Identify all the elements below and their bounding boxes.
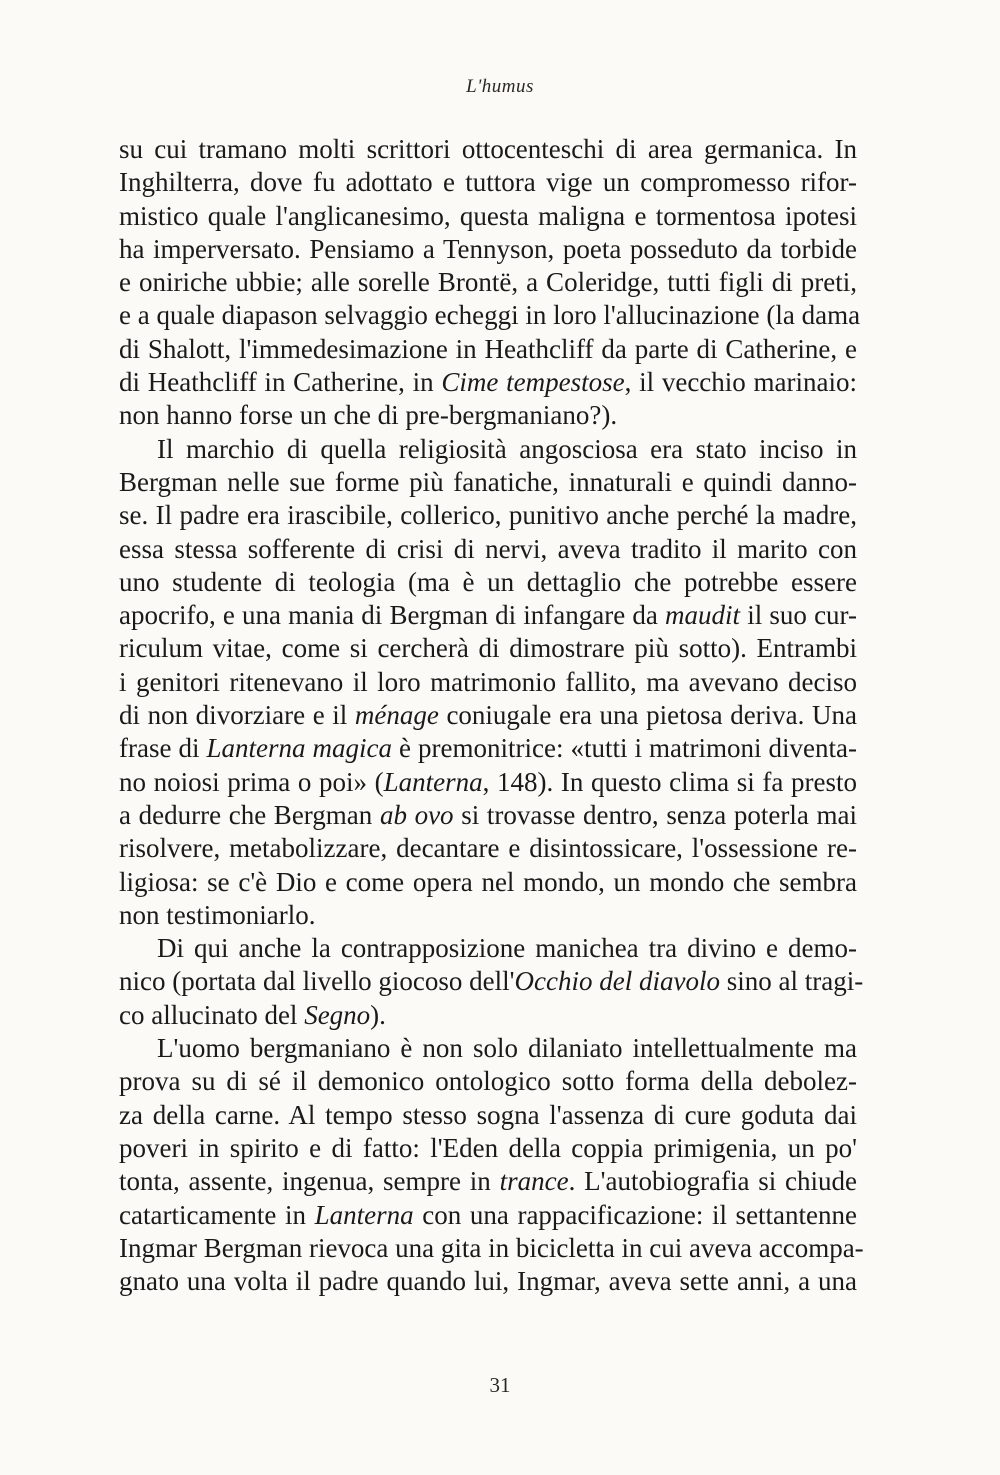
text-line — [119, 133, 857, 166]
text-segment: a dedurre che Bergman — [119, 799, 380, 830]
text-line — [119, 899, 857, 932]
text-segment: uno studente di teologia (ma è un dettaglio che potrebbe essere — [119, 566, 857, 597]
text-line — [119, 166, 857, 199]
text-segment: di Shalott, l'immedesimazione in Heathcliff da parte di Catherine, e — [119, 333, 857, 364]
text-segment: si trovasse dentro, senza poterla mai — [453, 799, 857, 830]
text-segment: coniugale era una pietosa deriva. Una — [438, 700, 857, 731]
body-text — [119, 133, 864, 1298]
text-segment: apocrifo, e una mania di Bergman di infangare da — [119, 600, 666, 631]
text-segment: Ingmar Bergman rievoca una gita in bicicletta in cui aveva accompa- — [119, 1232, 864, 1263]
text-line — [119, 533, 857, 566]
text-line — [119, 1232, 864, 1265]
text-segment: non testimoniarlo. — [119, 899, 316, 930]
text-segment: nico (portata dal livello giocoso dell' — [119, 966, 515, 997]
italic-title: Lanterna — [314, 1199, 414, 1230]
text-segment: e a quale diapason selvaggio echeggi in loro l'allucinazione (la dama — [119, 300, 861, 331]
text-line — [119, 1099, 857, 1132]
text-segment: Di qui anche la contrapposizione manichea tra divino e demo- — [157, 933, 857, 964]
text-segment: il suo cur- — [740, 600, 857, 631]
text-segment: poveri in spirito e di fatto: l'Eden della coppia primigenia, un po' — [119, 1132, 857, 1163]
text-line — [119, 866, 857, 899]
text-line — [119, 433, 857, 466]
text-line — [119, 266, 857, 299]
text-segment: riculum vitae, come si cercherà di dimostrare più sotto). Entrambi — [119, 633, 857, 664]
italic-title: Lanterna magica — [206, 733, 393, 764]
text-segment: ). — [370, 999, 386, 1030]
text-line — [119, 699, 857, 732]
text-segment: e oniriche ubbie; alle sorelle Brontë, a Coleridge, tutti figli di preti, — [119, 267, 857, 298]
text-line — [119, 766, 857, 799]
italic-title: maudit — [665, 600, 741, 631]
text-segment: no noiosi prima o poi» ( — [119, 766, 384, 797]
text-segment: i genitori ritenevano il loro matrimonio fallito, ma avevano deciso — [119, 666, 857, 697]
text-line — [119, 333, 857, 366]
text-segment: con una rappacificazione: il settantenne — [413, 1199, 858, 1230]
text-segment: ha imperversato. Pensiamo a Tennyson, poeta posseduto da torbide — [119, 233, 857, 264]
text-line — [119, 999, 857, 1032]
text-line — [119, 499, 857, 532]
text-line — [119, 599, 857, 632]
text-line — [119, 1165, 857, 1198]
italic-title: trance — [499, 1166, 569, 1197]
text-segment: sino al tragi- — [719, 966, 864, 997]
text-segment: non hanno forse un che di pre-bergmaniano?). — [119, 400, 618, 431]
text-segment: Bergman nelle sue forme più fanatiche, innaturali e quindi danno- — [119, 466, 857, 497]
italic-title: Lanterna — [383, 766, 483, 797]
text-line — [119, 200, 857, 233]
text-segment: gnato una volta il padre quando lui, Ingmar, aveva sette anni, a una — [119, 1266, 857, 1297]
text-line — [119, 299, 861, 332]
text-line — [119, 1065, 857, 1098]
text-line — [119, 965, 864, 998]
text-segment: tonta, assente, ingenua, sempre in — [119, 1166, 500, 1197]
text-segment: Il marchio di quella religiosità angosciosa era stato inciso in — [157, 433, 857, 464]
italic-title: ab ovo — [379, 799, 454, 830]
text-segment: ligiosa: se c'è Dio e come opera nel mondo, un mondo che sembra — [119, 866, 857, 897]
text-line — [119, 1132, 857, 1165]
text-segment: catarticamente in — [119, 1199, 315, 1230]
text-segment: , 148). In questo clima si fa presto — [482, 766, 857, 797]
text-line — [119, 399, 857, 432]
text-line — [119, 666, 857, 699]
page-number: 31 — [489, 1373, 511, 1397]
text-segment: co allucinato del — [119, 999, 305, 1030]
italic-title: Segno — [304, 999, 371, 1030]
running-head: L'humus — [466, 76, 534, 97]
text-segment: di non divorziare e il — [119, 700, 355, 731]
text-segment: se. Il padre era irascibile, collerico, punitivo anche perché la madre, — [119, 500, 857, 531]
text-segment: za della carne. Al tempo stesso sogna l'assenza di cure goduta dai — [119, 1099, 857, 1130]
text-line — [119, 1265, 857, 1298]
text-segment: Inghilterra, dove fu adottato e tuttora vige un compromesso rifor- — [119, 167, 857, 198]
text-segment: mistico quale l'anglicanesimo, questa maligna e tormentosa ipotesi — [119, 200, 857, 231]
italic-title: Cime tempestose — [441, 367, 625, 398]
italic-title: ménage — [354, 700, 439, 731]
italic-title: Occhio del diavolo — [514, 966, 720, 997]
text-line — [119, 366, 857, 399]
text-line — [119, 1032, 857, 1065]
text-segment: L'uomo bergmaniano è non solo dilaniato intellettualmente ma — [157, 1033, 857, 1064]
text-line — [119, 732, 857, 765]
text-segment: frase di — [119, 733, 207, 764]
text-line — [119, 799, 857, 832]
text-line — [119, 632, 857, 665]
text-segment: risolvere, metabolizzare, decantare e disintossicare, l'ossessione re- — [119, 833, 857, 864]
text-line — [119, 932, 857, 965]
text-segment: . L'autobiografia si chiude — [568, 1166, 857, 1197]
text-line — [119, 466, 857, 499]
text-line — [119, 1199, 857, 1232]
text-segment: è premonitrice: «tutti i matrimoni diventa- — [392, 733, 857, 764]
text-line — [119, 233, 857, 266]
text-segment: , il vecchio marinaio: — [624, 367, 857, 398]
text-line — [119, 832, 857, 865]
text-segment: essa stessa sofferente di crisi di nervi, aveva tradito il marito con — [119, 533, 857, 564]
text-line — [119, 566, 857, 599]
text-segment: su cui tramano molti scrittori ottocenteschi di area germanica. In — [119, 134, 857, 164]
text-segment: prova su di sé il demonico ontologico sotto forma della debolez- — [119, 1066, 857, 1097]
text-segment: di Heathcliff in Catherine, in — [119, 367, 442, 398]
